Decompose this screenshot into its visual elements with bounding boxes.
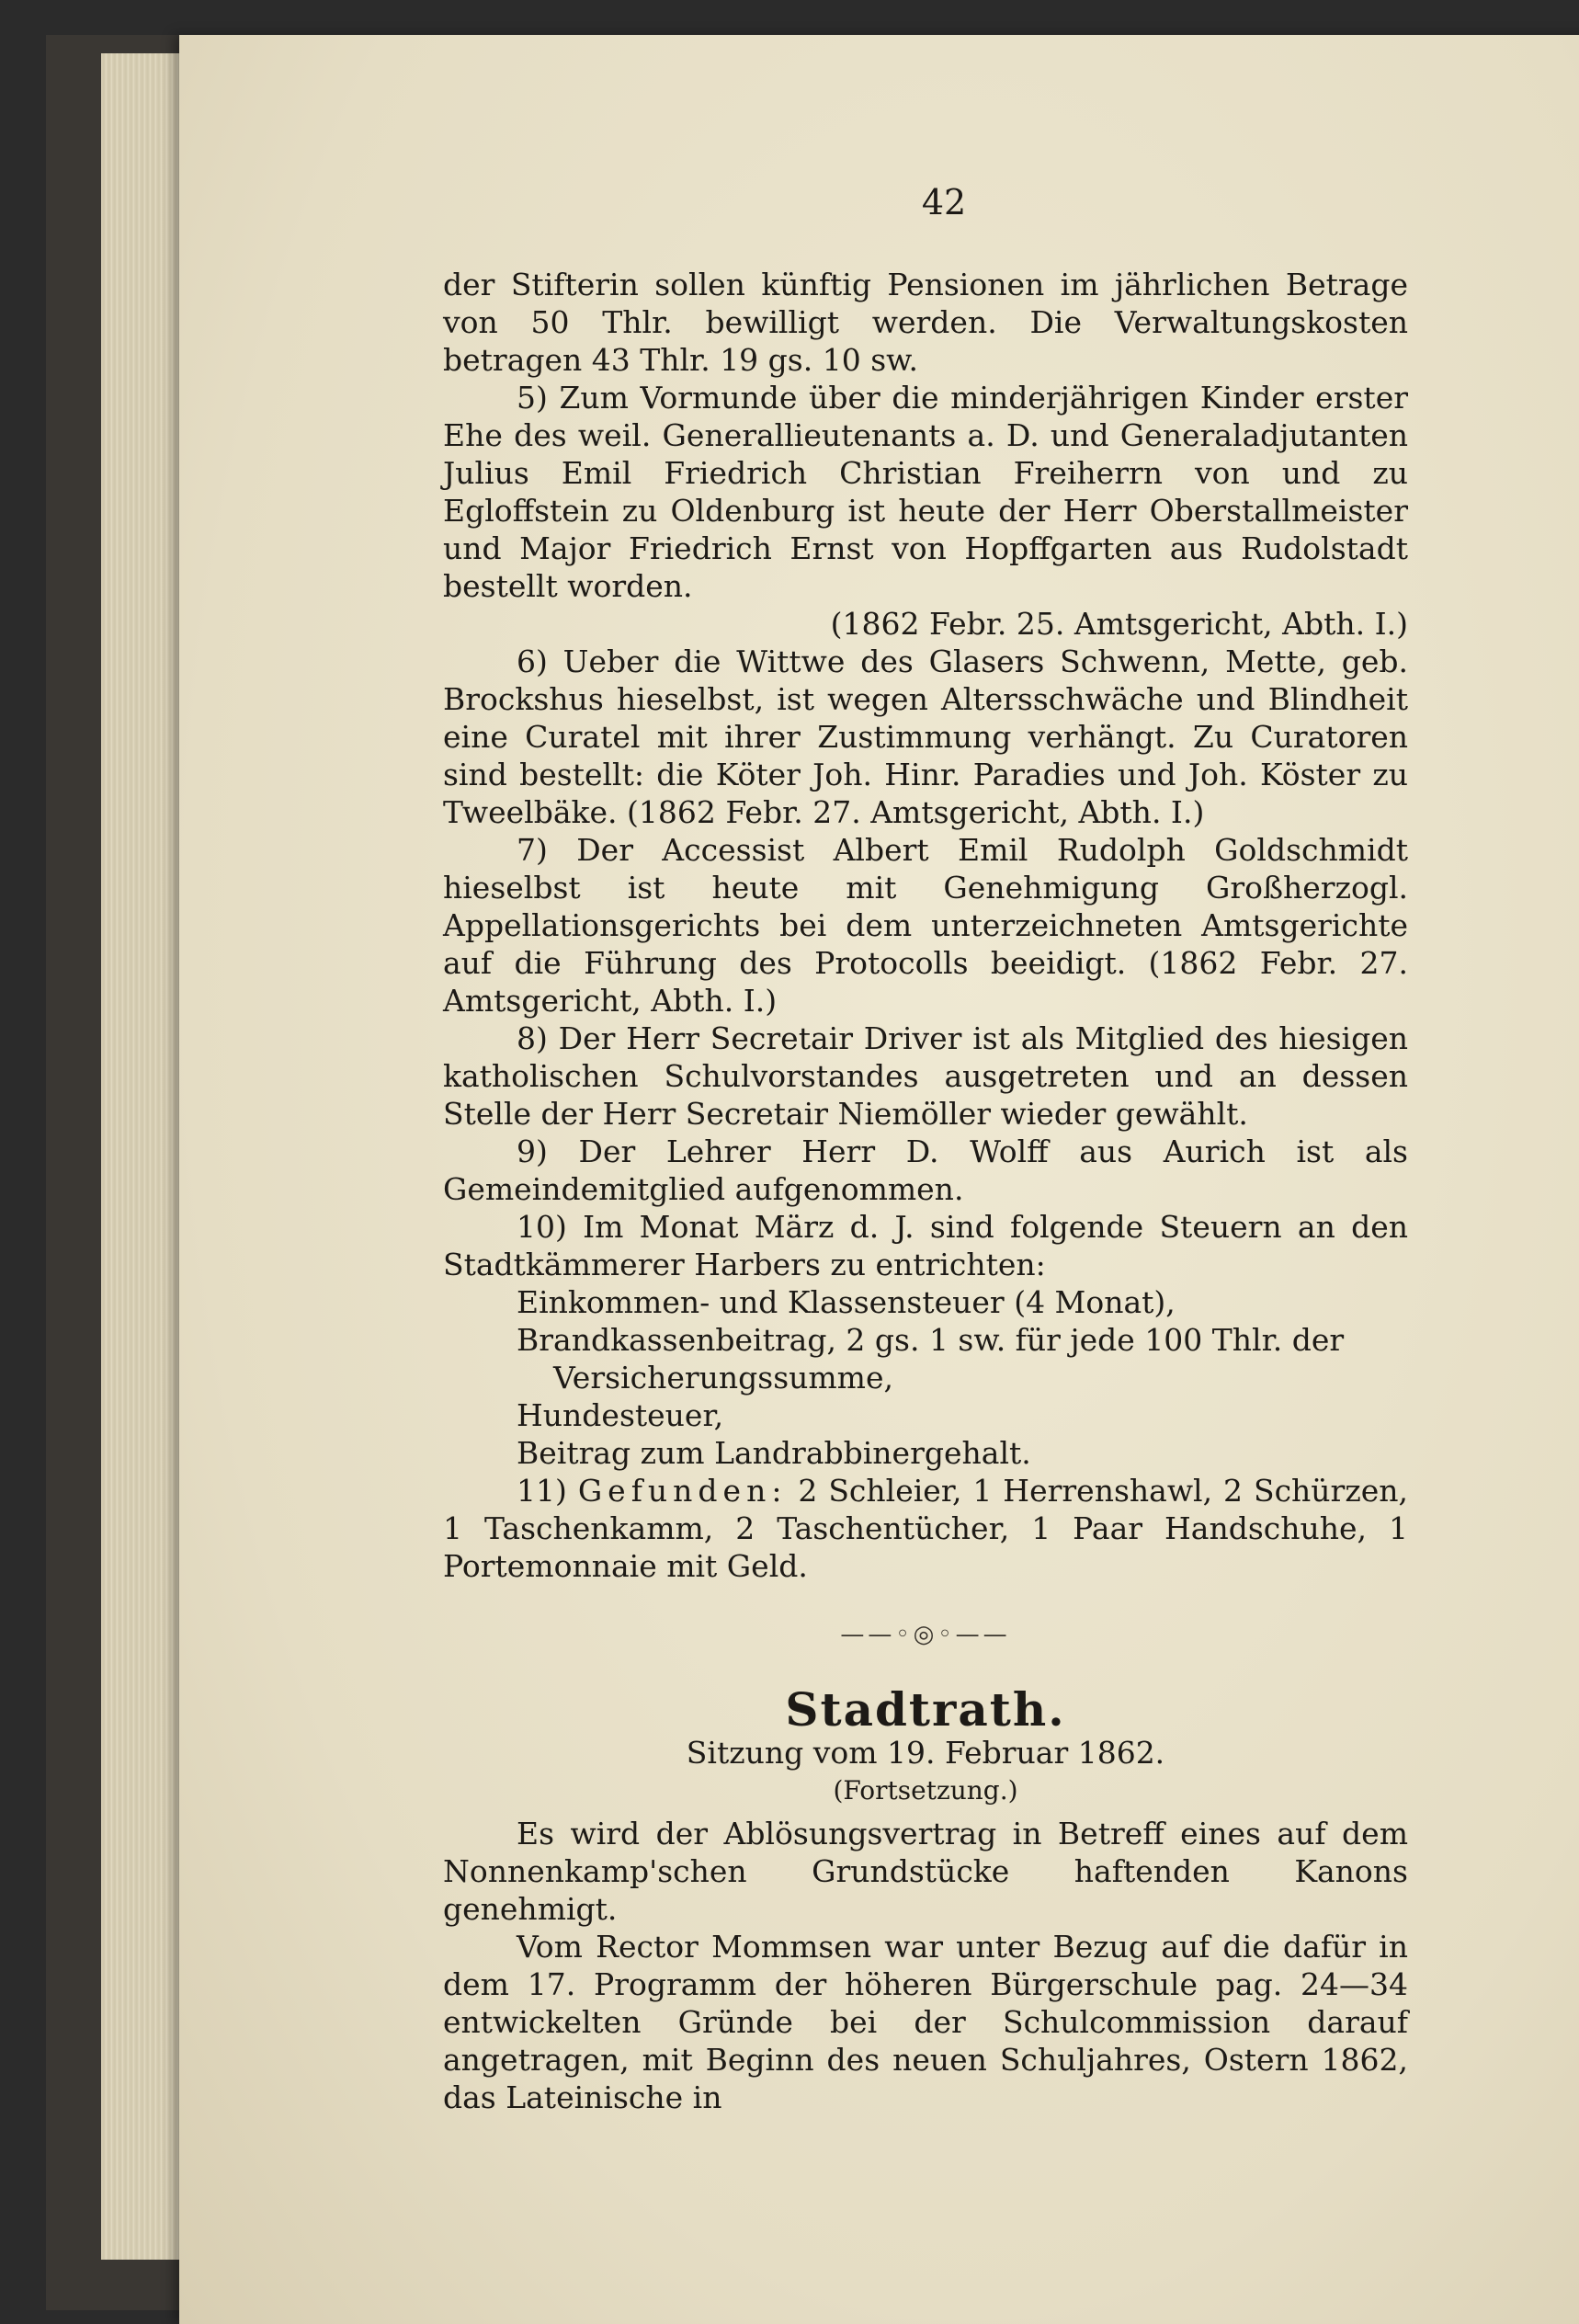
session-date: Sitzung vom 19. Februar 1862. <box>686 1735 1165 1771</box>
tax-item: Versicherungssumme, <box>553 1360 893 1396</box>
paragraph-7: 7) Der Accessist Albert Emil Rudolph Goldschmidt hieselbst ist heute mit Genehmigung Großherzogl. Appellationsgerichts bei dem unterzeichneten Amtsgerichte auf die Führung des Protocolls beeidigt. (1862 Febr. 27. Amtsgericht, Abth. I.) <box>443 832 1408 1019</box>
tax-item: Hundesteuer, <box>517 1397 724 1433</box>
found-number: 11) <box>517 1473 567 1509</box>
page-number: 42 <box>921 182 967 222</box>
paragraph-9: 9) Der Lehrer Herr D. Wolff aus Aurich ist als Gemeindemitglied aufgenommen. <box>443 1134 1408 1207</box>
found-text: 2 Schleier, 1 Herrenshawl, 2 Schürzen, 1 Taschenkamm, 2 Taschentücher, 1 Paar Handschuhe, 1 Portemonnaie mit Geld. <box>443 1473 1408 1584</box>
found-label: Gefunden: <box>577 1473 788 1509</box>
tax-item: Beitrag zum Landrabbinergehalt. <box>517 1435 1031 1471</box>
section-ornament: ——◦◎◦—— <box>840 1621 1011 1648</box>
stadtrath-paragraph-2: Vom Rector Mommsen war unter Bezug auf die dafür in dem 17. Programm der höheren Bürgerschule pag. 24—34 entwickelten Gründe bei der Schulcommission darauf angetragen, mit Beginn des neuen Schuljahres, Ostern 1862, das Lateinische in <box>443 1929 1408 2115</box>
stadtrath-paragraph-1: Es wird der Ablösungsvertrag in Betreff eines auf dem Nonnenkamp'schen Grundstücke haftenden Kanons genehmigt. <box>443 1816 1408 1927</box>
paragraph-8: 8) Der Herr Secretair Driver ist als Mitglied des hiesigen katholischen Schulvorstandes ausgetreten und an dessen Stelle der Herr Secretair Niemöller wieder gewählt. <box>443 1020 1408 1132</box>
paragraph-5: 5) Zum Vormunde über die minderjährigen Kinder erster Ehe des weil. Generallieutenants a. D. und Generaladjutanten Julius Emil Friedrich Christian Freiherrn von und zu Egloffstein zu Oldenburg ist heute der Herr Oberstallmeister und Major Friedrich Ernst von Hopffgarten aus Rudolstadt bestellt worden. <box>443 380 1408 604</box>
paragraph-stifterin: der Stifterin sollen künftig Pensionen im jährlichen Betrage von 50 Thlr. bewilligt werden. Die Verwaltungskosten betragen 43 Thlr. 19 gs. 10 sw. <box>443 267 1408 378</box>
tax-item: Einkommen- und Klassensteuer (4 Monat), <box>517 1284 1176 1320</box>
paragraph-11 <box>443 1472 1408 1585</box>
tax-item: Brandkassenbeitrag, 2 gs. 1 sw. für jede 100 Thlr. der <box>517 1322 1345 1358</box>
paragraph-10: 10) Im Monat März d. J. sind folgende Steuern an den Stadtkämmerer Harbers zu entrichten: <box>443 1209 1408 1282</box>
paragraph-6: 6) Ueber die Wittwe des Glasers Schwenn, Mette, geb. Brockshus hieselbst, ist wegen Altersschwäche und Blindheit eine Curatel mit ihrer Zustimmung verhängt. Zu Curatoren sind bestellt: die Köter Joh. Hinr. Paradies und Joh. Köster zu Tweelbäke. (1862 Febr. 27. Amtsgericht, Abth. I.) <box>443 644 1408 830</box>
paragraph-5-citation: (1862 Febr. 25. Amtsgericht, Abth. I.) <box>830 606 1408 642</box>
page-content <box>443 184 1408 2116</box>
section-title: Stadtrath. <box>785 1682 1066 1737</box>
continued-note: (Fortsetzung.) <box>833 1775 1018 1806</box>
